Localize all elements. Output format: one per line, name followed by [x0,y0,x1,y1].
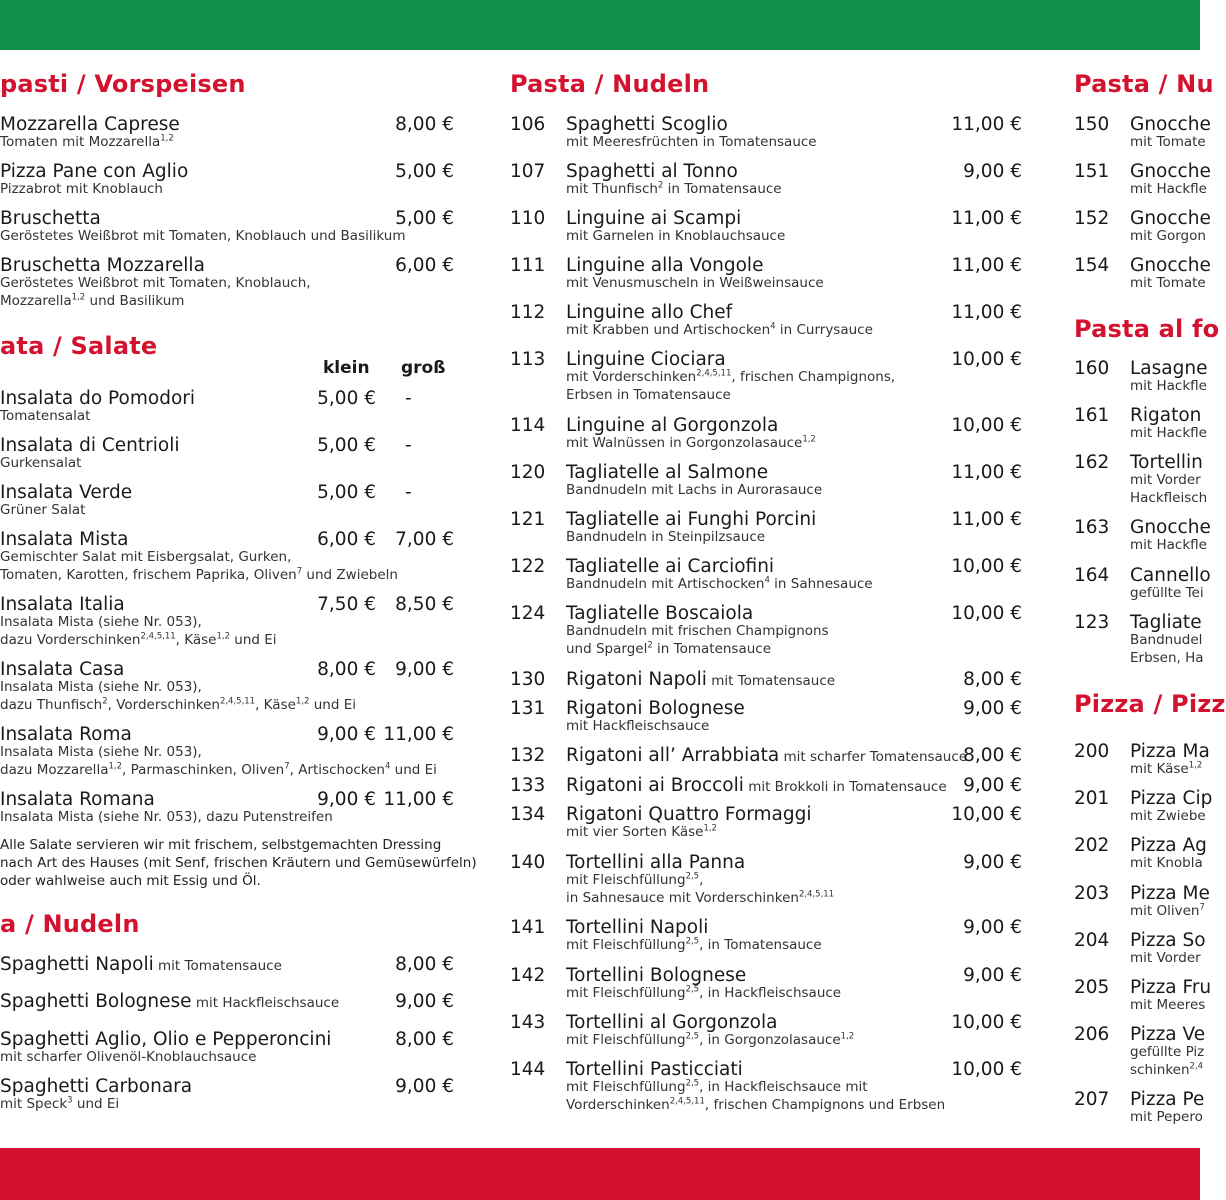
item-description: mit Meeres [1130,997,1206,1013]
item-description: Bandnudeln mit frischen Champignons und Spargel$^2$ in Tomatensauce [566,623,829,657]
item-description: Tomaten mit Mozzarella$^{1,2}$ [0,133,174,150]
price-small: 6,00 € [317,529,376,550]
item-description: mit Vorderschinken$^{2,4,5,11}$, frischen Champignons, Erbsen in Tomatensauce [566,368,896,403]
item-description: Insalata Mista (siehe Nr. 053), dazu Thunfisch$^2$, Vorderschinken$^{2,4,5,11}$, Käse$^{1,2}$ und Ei [0,679,356,713]
item-name: Rigatoni Napoli mit Tomatensauce [566,669,836,690]
item-description: mit Pepero [1130,1109,1203,1125]
item-price: 9,00 € [963,161,1022,182]
item-number: 144 [510,1059,546,1080]
item-name: Rigaton [1130,405,1202,426]
item-number: 113 [510,349,546,370]
item-description: Bandnudel Erbsen, Ha [1130,632,1204,666]
item-description: mit Fleischfüllung$^{2,5}$, in Tomatensauce [566,936,822,953]
item-description: Gurkensalat [0,455,82,471]
item-description: Insalata Mista (siehe Nr. 053), dazu Vorderschinken$^{2,4,5,11}$, Käse$^{1,2}$ und Ei [0,614,277,648]
item-number: 106 [510,114,546,135]
item-price: 8,00 € [963,669,1022,690]
item-number: 134 [510,804,546,825]
item-number: 150 [1074,114,1110,135]
item-name: Linguine ai Scampi [566,208,742,229]
section-heading: Pasta al fo [1074,315,1220,343]
item-description: mit Thunfisch$^2$ in Tomatensauce [566,180,782,197]
item-description: Insalata Mista (siehe Nr. 053), dazu Putenstreifen [0,809,333,825]
item-description: Bandnudeln mit Lachs in Aurorasauce [566,482,823,498]
item-description: Tomatensalat [0,408,91,424]
item-description: mit Hackfle [1130,378,1207,394]
item-price: 6,00 € [395,255,454,276]
item-number: 123 [1074,612,1110,633]
item-description: Geröstetes Weißbrot mit Tomaten, Knoblauch, Mozzarella$^{1,2}$ und Basilikum [0,275,311,309]
item-description: mit Garnelen in Knoblauchsauce [566,228,786,244]
item-description: mit Vorder [1130,950,1201,966]
item-name: Insalata Roma [0,724,132,745]
section-heading: ata / Salate [0,332,158,360]
price-large: - [405,435,412,456]
item-name: Tagliatelle ai Funghi Porcini [566,509,817,530]
item-name: Spaghetti Napoli mit Tomatensauce [0,954,282,975]
item-number: 206 [1074,1024,1110,1045]
size-header-large: groß [401,358,446,378]
item-number: 133 [510,775,546,796]
item-number: 120 [510,462,546,483]
item-description: mit Tomate [1130,275,1206,291]
item-number: 124 [510,603,546,624]
item-price: 8,00 € [395,954,454,975]
item-inline-description: mit Tomatensauce [706,673,836,689]
item-price: 11,00 € [951,509,1022,530]
item-number: 152 [1074,208,1110,229]
item-name: Pizza Ma [1130,741,1210,762]
item-price: 5,00 € [395,208,454,229]
item-name: Gnocche [1130,208,1211,229]
section-heading: Pasta / Nu [1074,70,1214,98]
item-description: mit Fleischfüllung$^{2,5}$, in Gorgonzolasauce$^{1,2}$ [566,1031,855,1048]
item-number: 203 [1074,883,1110,904]
item-name: Pizza So [1130,930,1206,951]
item-name: Spaghetti Scoglio [566,114,728,135]
item-name: Gnocche [1130,114,1211,135]
item-description: mit Käse$^{1,2}$ [1130,760,1203,777]
item-name: Gnocche [1130,161,1211,182]
item-price: 8,00 € [963,745,1022,766]
item-name: Insalata Casa [0,659,125,680]
item-description: Bandnudeln in Steinpilzsauce [566,529,766,545]
item-description: mit Speck$^3$ und Ei [0,1095,120,1112]
item-number: 143 [510,1012,546,1033]
item-description: Bandnudeln mit Artischocken$^4$ in Sahnesauce [566,575,873,592]
item-name: Tortellini Bolognese [566,965,747,986]
price-small: 5,00 € [317,482,376,503]
item-description: Geröstetes Weißbrot mit Tomaten, Knoblauch und Basilikum [0,228,406,244]
price-large: - [405,388,412,409]
item-number: 200 [1074,741,1110,762]
salad-dressing-note: Alle Salate servieren wir mit frischem, selbstgemachten Dressing nach Art des Hauses (mit Senf, frischen Kräutern und Gemüsewürfeln) oder wahlweise auch mit Essig und Öl. [0,837,477,889]
section-heading: Pizza / Pizz [1074,690,1226,718]
item-name: Tagliatelle Boscaiola [566,603,754,624]
item-price: 9,00 € [963,965,1022,986]
item-description: mit Vorder Hackfleisch [1130,472,1208,506]
item-description: mit Oliven$^7$ [1130,902,1205,919]
item-number: 107 [510,161,546,182]
item-name: Pizza Fru [1130,977,1212,998]
price-small: 5,00 € [317,435,376,456]
price-large: 7,00 € [395,529,454,550]
item-price: 11,00 € [951,114,1022,135]
section-heading: a / Nudeln [0,910,140,938]
item-number: 202 [1074,835,1110,856]
item-number: 112 [510,302,546,323]
price-small: 7,50 € [317,594,376,615]
item-price: 9,00 € [963,698,1022,719]
item-name: Tortellini alla Panna [566,852,746,873]
item-price: 11,00 € [951,208,1022,229]
item-price: 10,00 € [951,804,1022,825]
item-name: Pizza Me [1130,883,1210,904]
item-number: 110 [510,208,546,229]
item-description: mit Venusmuscheln in Weißweinsauce [566,275,824,291]
item-number: 111 [510,255,546,276]
item-description: mit Hackfle [1130,425,1207,441]
item-name: Tagliatelle ai Carciofini [566,556,775,577]
item-name: Bruschetta [0,208,101,229]
item-price: 11,00 € [951,302,1022,323]
item-name: Tortellini Pasticciati [566,1059,743,1080]
item-price: 10,00 € [951,1059,1022,1080]
item-price: 10,00 € [951,349,1022,370]
item-number: 141 [510,917,546,938]
price-large: 8,50 € [395,594,454,615]
item-number: 121 [510,509,546,530]
item-description: mit Hackfle [1130,181,1207,197]
item-number: 130 [510,669,546,690]
item-description: mit Fleischfüllung$^{2,5}$, in Sahnesauce mit Vorderschinken$^{2,4,5,11}$ [566,871,835,906]
item-name: Tagliatelle al Salmone [566,462,769,483]
item-name: Tortellini al Gorgonzola [566,1012,778,1033]
item-number: 162 [1074,452,1110,473]
item-price: 8,00 € [395,1029,454,1050]
price-small: 9,00 € [317,789,376,810]
item-name: Insalata di Centrioli [0,435,180,456]
item-name: Linguine alla Vongole [566,255,764,276]
item-name: Lasagne [1130,358,1208,379]
item-price: 10,00 € [951,415,1022,436]
item-price: 9,00 € [963,852,1022,873]
item-name: Rigatoni ai Broccoli mit Brokkoli in Tomatensauce [566,775,947,796]
item-description: mit Fleischfüllung$^{2,5}$, in Hackfleischsauce [566,984,842,1001]
item-name: Insalata do Pomodori [0,388,196,409]
price-small: 8,00 € [317,659,376,680]
top-color-band [0,0,1200,50]
item-name: Bruschetta Mozzarella [0,255,205,276]
item-number: 122 [510,556,546,577]
item-name: Insalata Italia [0,594,125,615]
price-small: 5,00 € [317,388,376,409]
item-name: Rigatoni all’ Arrabbiata mit scharfer Tomatensauce [566,745,968,766]
item-name: Pizza Pane con Aglio [0,161,189,182]
item-number: 131 [510,698,546,719]
item-price: 9,00 € [395,1076,454,1097]
item-inline-description: mit Hackfleischsauce [191,995,340,1011]
item-name: Linguine al Gorgonzola [566,415,779,436]
item-description: Pizzabrot mit Knoblauch [0,181,163,197]
item-description: mit Zwiebe [1130,808,1206,824]
item-price: 8,00 € [395,114,454,135]
item-description: mit Gorgon [1130,228,1206,244]
item-name: Linguine allo Chef [566,302,733,323]
item-description: gefüllte Tei [1130,585,1204,601]
price-large: 9,00 € [395,659,454,680]
item-description: Grüner Salat [0,502,86,518]
bottom-color-band [0,1148,1200,1200]
item-description: mit Walnüssen in Gorgonzolasauce$^{1,2}$ [566,434,816,451]
item-name: Rigatoni Quattro Formaggi [566,804,812,825]
item-name: Insalata Mista [0,529,129,550]
item-name: Gnocche [1130,255,1211,276]
item-name: Rigatoni Bolognese [566,698,745,719]
item-inline-description: mit scharfer Tomatensauce [779,749,968,765]
item-name: Spaghetti Carbonara [0,1076,193,1097]
item-description: mit Meeresfrüchten in Tomatensauce [566,134,817,150]
item-description: Insalata Mista (siehe Nr. 053), dazu Mozzarella$^{1,2}$, Parmaschinken, Oliven$^7$, Artischocken$^4$ und Ei [0,744,437,778]
section-heading: pasti / Vorspeisen [0,70,246,98]
item-name: Spaghetti al Tonno [566,161,738,182]
item-price: 10,00 € [951,556,1022,577]
item-description: mit Tomate [1130,134,1206,150]
item-number: 204 [1074,930,1110,951]
item-number: 151 [1074,161,1110,182]
item-number: 205 [1074,977,1110,998]
item-name: Pizza Ag [1130,835,1207,856]
item-description: mit vier Sorten Käse$^{1,2}$ [566,823,717,840]
item-name: Linguine Ciociara [566,349,726,370]
price-small: 9,00 € [317,724,376,745]
item-price: 9,00 € [963,775,1022,796]
size-header-small: klein [323,358,370,378]
section-heading: Pasta / Nudeln [510,70,710,98]
item-description: mit Krabben und Artischocken$^4$ in Currysauce [566,321,873,338]
item-name: Mozzarella Caprese [0,114,180,135]
item-name: Pizza Pe [1130,1089,1205,1110]
item-name: Cannello [1130,565,1211,586]
item-number: 160 [1074,358,1110,379]
item-number: 154 [1074,255,1110,276]
item-description: mit scharfer Olivenöl-Knoblauchsauce [0,1049,257,1065]
item-number: 132 [510,745,546,766]
item-description: mit Hackfleischsauce [566,718,710,734]
item-name: Insalata Verde [0,482,133,503]
item-number: 140 [510,852,546,873]
item-name: Pizza Ve [1130,1024,1206,1045]
item-price: 11,00 € [951,255,1022,276]
item-number: 163 [1074,517,1110,538]
item-description: mit Hackfle [1130,537,1207,553]
item-number: 164 [1074,565,1110,586]
item-description: gefüllte Piz schinken$^{2,4}$ [1130,1044,1205,1078]
price-large: 11,00 € [383,724,454,745]
item-name: Spaghetti Aglio, Olio e Pepperoncini [0,1029,332,1050]
item-name: Tagliate [1130,612,1202,633]
item-inline-description: mit Tomatensauce [153,958,282,974]
item-number: 207 [1074,1089,1110,1110]
item-inline-description: mit Brokkoli in Tomatensauce [743,779,947,795]
item-name: Pizza Cip [1130,788,1213,809]
item-description: mit Knobla [1130,855,1203,871]
item-name: Spaghetti Bolognese mit Hackfleischsauce [0,991,340,1012]
item-price: 10,00 € [951,603,1022,624]
item-name: Gnocche [1130,517,1211,538]
item-price: 5,00 € [395,161,454,182]
item-name: Tortellin [1130,452,1203,473]
item-description: mit Fleischfüllung$^{2,5}$, in Hackfleischsauce mit Vorderschinken$^{2,4,5,11}$, frischen Champignons und Erbsen [566,1078,946,1113]
price-large: 11,00 € [383,789,454,810]
item-price: 11,00 € [951,462,1022,483]
item-number: 142 [510,965,546,986]
item-price: 9,00 € [963,917,1022,938]
item-number: 114 [510,415,546,436]
item-number: 161 [1074,405,1110,426]
menu-column-3 [1074,0,1226,1148]
item-price: 9,00 € [395,991,454,1012]
item-name: Tortellini Napoli [566,917,709,938]
item-price: 10,00 € [951,1012,1022,1033]
item-name: Insalata Romana [0,789,155,810]
price-large: - [405,482,412,503]
item-description: Gemischter Salat mit Eisbergsalat, Gurken, Tomaten, Karotten, frischem Paprika, Oliven$^7$ und Zwiebeln [0,549,398,583]
item-number: 201 [1074,788,1110,809]
